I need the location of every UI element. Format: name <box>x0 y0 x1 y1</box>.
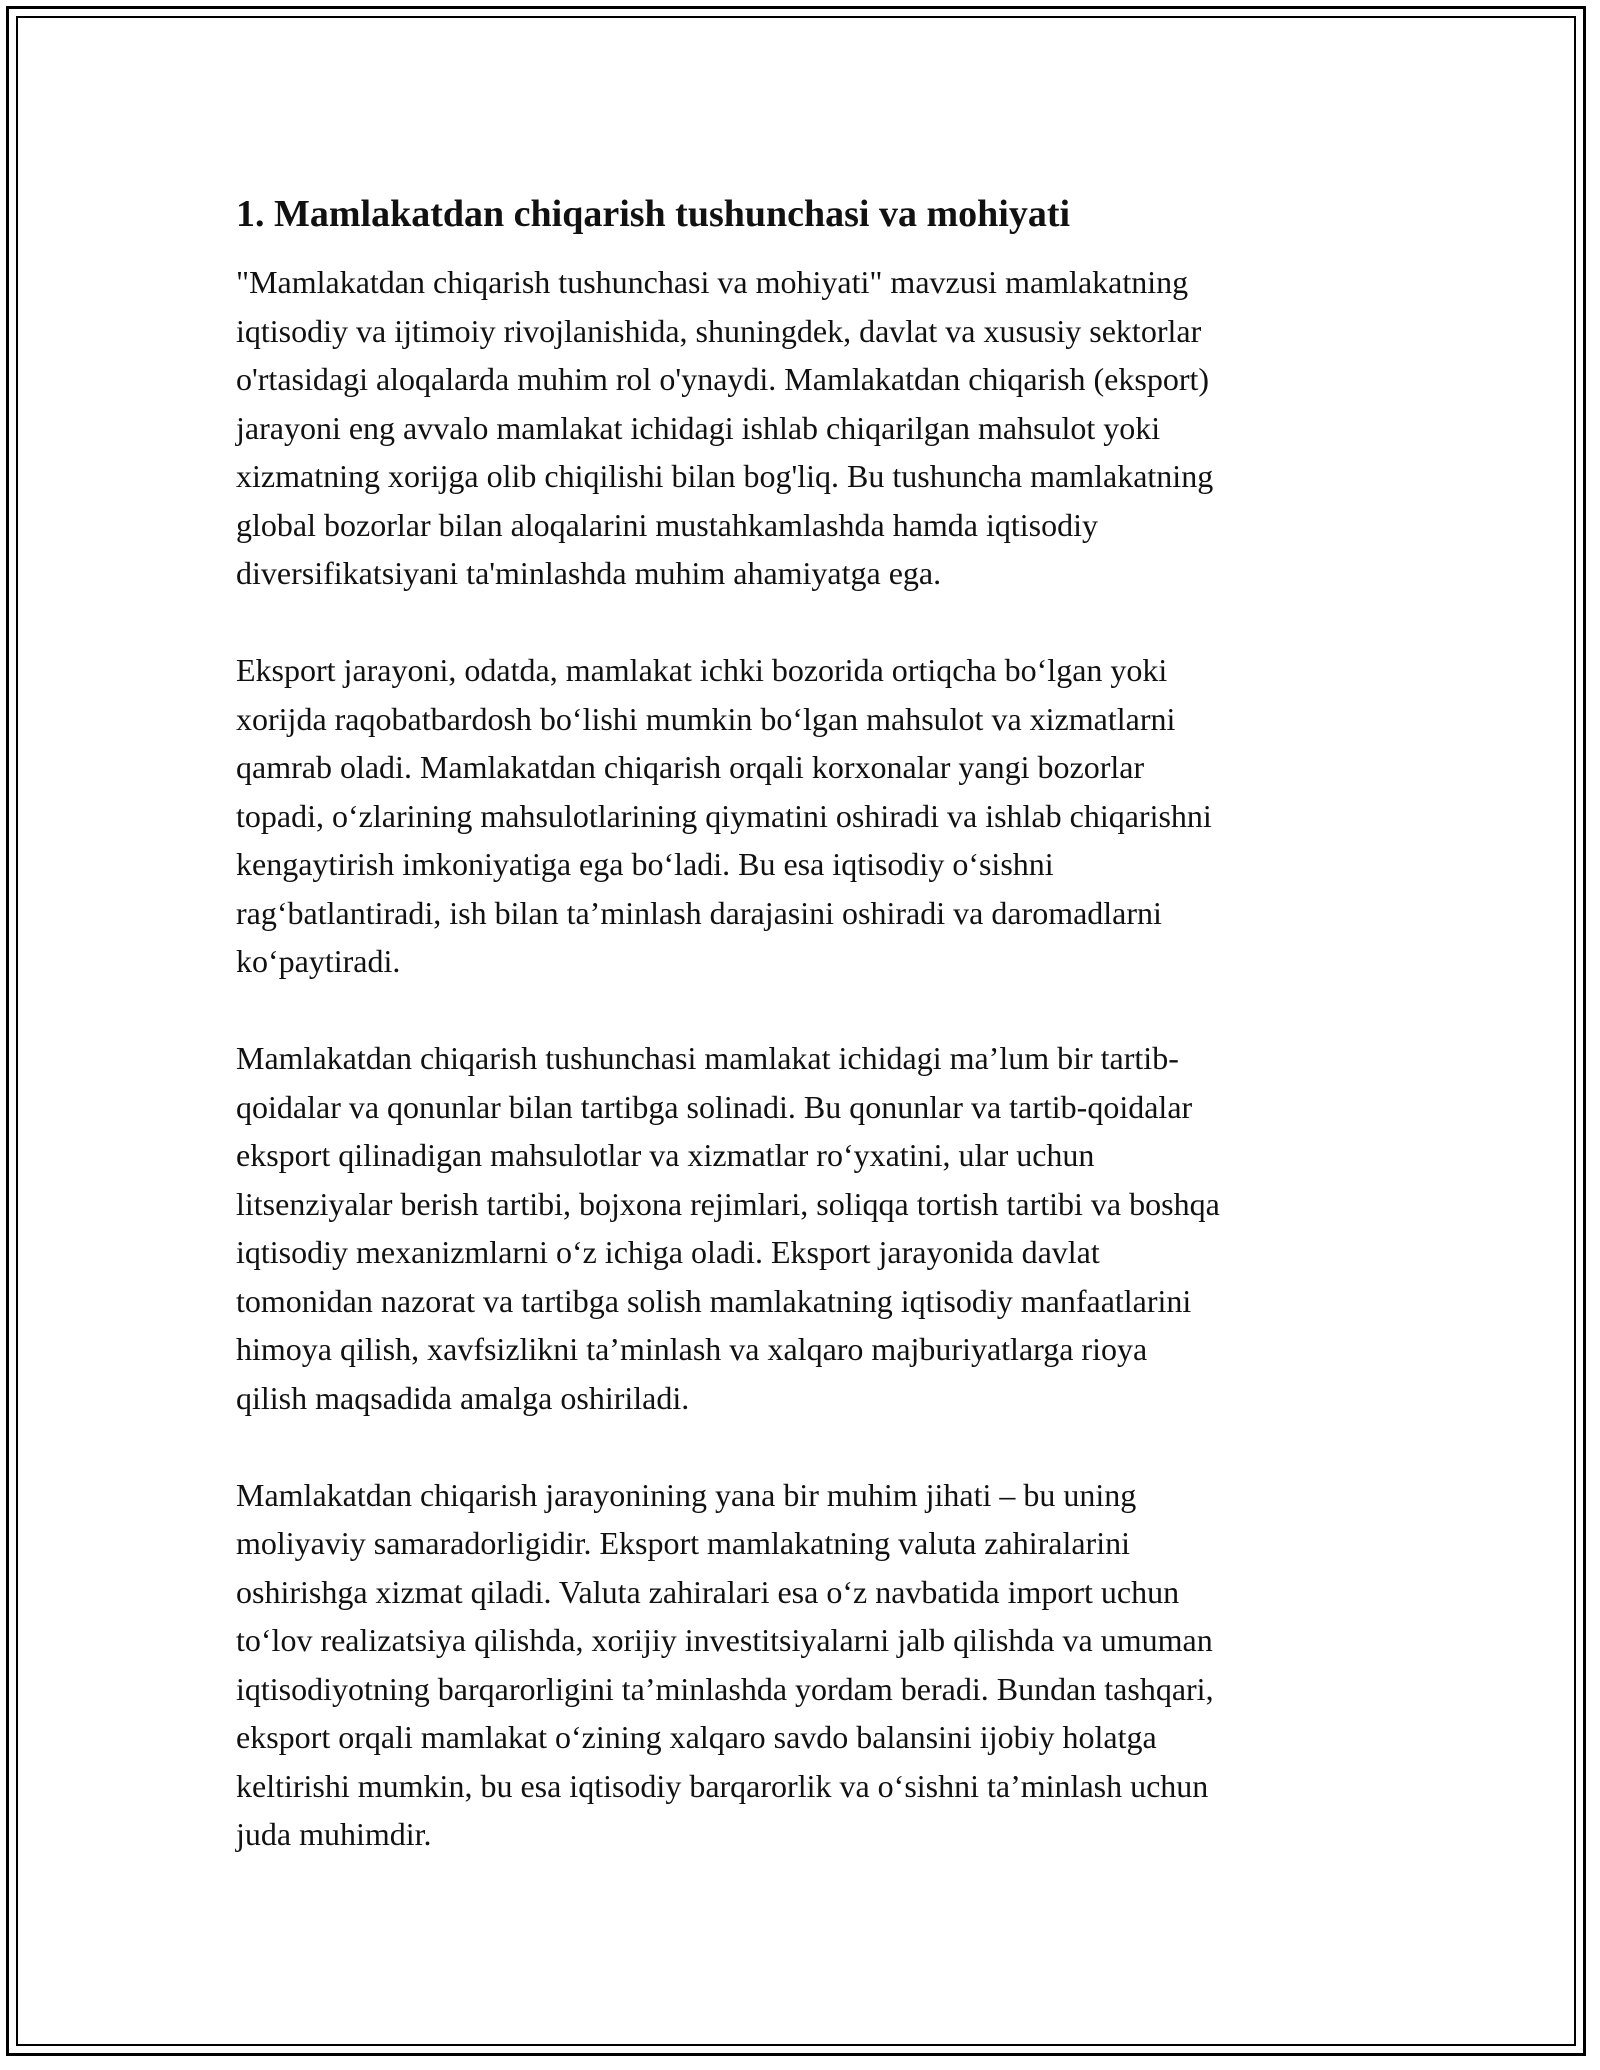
text-line: tomonidan nazorat va tartibga solish mamlakatning iqtisodiy manfaatlarini <box>236 1282 1192 1319</box>
text-line: diversifikatsiyani ta'minlashda muhim ahamiyatga ega. <box>236 555 942 591</box>
section-heading: 1. Mamlakatdan chiqarish tushunchasi va mohiyati <box>236 193 1071 235</box>
text-line: juda muhimdir. <box>236 1816 432 1852</box>
paragraph-4 <box>236 1471 1386 1859</box>
text-line: oshirishga xizmat qiladi. Valuta zahiralari esa o‘z navbatida import uchun <box>236 1573 1180 1610</box>
text-line: eksport qilinadigan mahsulotlar va xizmatlar ro‘yxatini, ular uchun <box>236 1137 1095 1173</box>
text-line: xizmatning xorijga olib chiqilishi bilan bog'liq. Bu tushuncha mamlakatning <box>236 458 1214 494</box>
text-line: Mamlakatdan chiqarish jarayonining yana bir muhim jihati – bu uning <box>236 1476 1137 1513</box>
text-line: qoidalar va qonunlar bilan tartibga solinadi. Bu qonunlar va tartib-qoidalar <box>236 1088 1193 1125</box>
text-line: o'rtasidagi aloqalarda muhim rol o'ynaydi. Mamlakatdan chiqarish (eksport) <box>236 361 1210 397</box>
text-line: litsenziyalar berish tartibi, bojxona rejimlari, soliqqa tortish tartibi va boshqa <box>236 1185 1220 1222</box>
text-line: moliyaviy samaradorligidir. Eksport mamlakatning valuta zahiralarini <box>236 1525 1130 1561</box>
paragraph-1 <box>236 258 1386 598</box>
text-line: Mamlakatdan chiqarish tushunchasi mamlakat ichidagi ma’lum bir tartib- <box>236 1040 1179 1076</box>
text-line: jarayoni eng avvalo mamlakat ichidagi ishlab chiqarilgan mahsulot yoki <box>236 409 1161 446</box>
document-body <box>236 188 1386 1907</box>
text-line: iqtisodiy mexanizmlarni o‘z ichiga oladi. Eksport jarayonida davlat <box>236 1234 1100 1270</box>
text-line: keltirishi mumkin, bu esa iqtisodiy barqarorlik va o‘sishni ta’minlash uchun <box>236 1767 1209 1804</box>
text-line: himoya qilish, xavfsizlikni ta’minlash va xalqaro majburiyatlarga rioya <box>236 1331 1148 1367</box>
text-line: topadi, o‘zlarining mahsulotlarining qiymatini oshiradi va ishlab chiqarishni <box>236 797 1212 834</box>
text-line: to‘lov realizatsiya qilishda, xorijiy investitsiyalarni jalb qilishda va umuman <box>236 1622 1213 1658</box>
paragraph-3 <box>236 1034 1386 1422</box>
text-line: eksport orqali mamlakat o‘zining xalqaro savdo balansini ijobiy holatga <box>236 1719 1157 1755</box>
paragraph-2 <box>236 646 1386 986</box>
text-line: Eksport jarayoni, odatda, mamlakat ichki bozorida ortiqcha bo‘lgan yoki <box>236 652 1168 688</box>
text-line: iqtisodiyotning barqarorligini ta’minlashda yordam beradi. Bundan tashqari, <box>236 1670 1214 1707</box>
text-line: xorijda raqobatbardosh bo‘lishi mumkin bo‘lgan mahsulot va xizmatlarni <box>236 700 1176 737</box>
text-line: global bozorlar bilan aloqalarini mustahkamlashda hamda iqtisodiy <box>236 506 1098 543</box>
text-line: qilish maqsadida amalga oshiriladi. <box>236 1379 690 1416</box>
text-line: kengaytirish imkoniyatiga ega bo‘ladi. Bu esa iqtisodiy o‘sishni <box>236 846 1054 882</box>
text-line: qamrab oladi. Mamlakatdan chiqarish orqali korxonalar yangi bozorlar <box>236 749 1145 785</box>
text-line: ko‘paytiradi. <box>236 943 401 979</box>
text-line: "Mamlakatdan chiqarish tushunchasi va mohiyati" mavzusi mamlakatning <box>236 264 1189 300</box>
text-line: iqtisodiy va ijtimoiy rivojlanishida, shuningdek, davlat va xususiy sektorlar <box>236 312 1202 349</box>
text-line: rag‘batlantiradi, ish bilan ta’minlash darajasini oshiradi va daromadlarni <box>236 894 1162 931</box>
